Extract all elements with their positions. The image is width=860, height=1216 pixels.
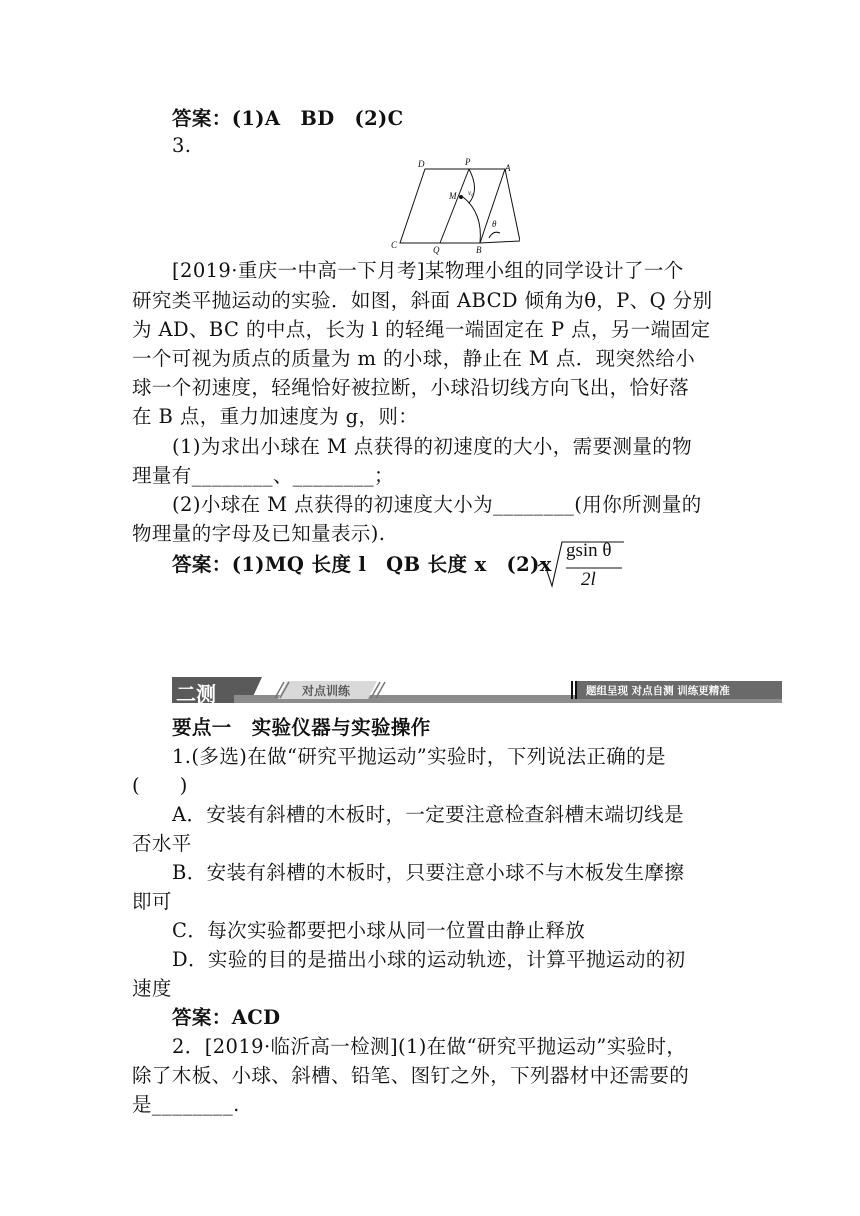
label-a: A: [505, 163, 511, 173]
sqrt-numerator: gsin θ: [566, 540, 612, 561]
banner-label: 二测: [176, 682, 216, 706]
sqrt-denominator: 2l: [581, 569, 596, 590]
q3-line-6: (1)为求出小球在 M 点获得的初速度的大小，需要测量的物: [172, 435, 693, 458]
label-p: P: [465, 157, 471, 167]
label-b: B: [476, 245, 482, 255]
theta-arc: [489, 232, 500, 238]
question-number-3: 3.: [172, 134, 192, 157]
q1-line-0: 1.(多选)在做“研究平抛运动”实验时，下列说法正确的是: [172, 745, 666, 768]
q3-line-3: 一个可视为质点的质量为 m 的小球，静止在 M 点．现突然给小: [132, 347, 696, 370]
option-d-line-0: D．实验的目的是描出小球的运动轨迹，计算平抛运动的初: [172, 948, 686, 971]
label-v0: v₀: [468, 189, 474, 197]
section-heading: 要点一 实验仪器与实验操作: [172, 716, 431, 739]
label-d: D: [418, 159, 425, 169]
q3-line-2: 为 AD、BC 的中点，长为 l 的轻绳一端固定在 P 点，另一端固定: [132, 318, 711, 341]
trajectory-arc: [463, 197, 480, 243]
incline-side: [480, 169, 520, 243]
q3-line-4: 球一个初速度，轻绳恰好被拉断，小球沿切线方向飞出，恰好落: [132, 376, 690, 399]
option-b-line-1: 即可: [132, 890, 172, 913]
answer-line-prev: 答案：(1)A BD (2)C: [172, 107, 404, 130]
incline-plane: [400, 169, 505, 243]
label-q: Q: [433, 245, 440, 255]
q3-line-7: 理量有________、________；: [132, 464, 394, 487]
section-banner: [172, 677, 782, 706]
option-a-line-0: A．安装有斜槽的木板时，一定要注意检查斜槽末端切线是: [172, 803, 684, 826]
q3-answer: 答案：(1)MQ 长度 l QB 长度 x (2)x: [172, 553, 552, 576]
q3-line-0: [2019·重庆一中高一下月考]某物理小组的同学设计了一个: [172, 259, 684, 282]
ball-m: [459, 195, 463, 199]
inclined-plane-figure: [385, 155, 520, 255]
q1-line-1: ( ): [132, 774, 188, 797]
option-b-line-0: B．安装有斜槽的木板时，只要注意小球不与木板发生摩擦: [172, 861, 685, 884]
q3-line-8: (2)小球在 M 点获得的初速度大小为________(用你所测量的: [172, 493, 702, 516]
q2-line-1: 除了木板、小球、斜槽、铅笔、图钉之外，下列器材中还需要的: [132, 1064, 690, 1087]
label-c: C: [391, 240, 398, 250]
label-theta: θ: [492, 219, 497, 229]
line-pq: [440, 169, 469, 243]
banner-right-text: 题组呈现 对点自测 训练更精准: [586, 685, 730, 697]
option-d-line-1: 速度: [132, 977, 172, 1000]
option-a-line-1: 否水平: [132, 832, 192, 855]
q3-line-5: 在 B 点，重力加速度为 g，则：: [132, 405, 419, 428]
q2-line-0: 2．[2019·临沂高一检测](1)在做“研究平抛运动”实验时，: [172, 1035, 687, 1058]
sqrt-expression: [536, 540, 626, 590]
q1-answer: 答案：ACD: [172, 1006, 281, 1029]
q2-line-2: 是________.: [132, 1093, 240, 1116]
banner-title: 对点训练: [302, 684, 351, 698]
q3-line-1: 研究类平抛运动的实验．如图，斜面 ABCD 倾角为θ，P、Q 分别: [132, 289, 713, 312]
option-c-line-0: C．每次实验都要把小球从同一位置由静止释放: [172, 919, 586, 942]
q3-line-9: 物理量的字母及已知量表示).: [132, 522, 386, 545]
rope-arc: [469, 169, 475, 203]
label-m: M: [449, 191, 457, 201]
